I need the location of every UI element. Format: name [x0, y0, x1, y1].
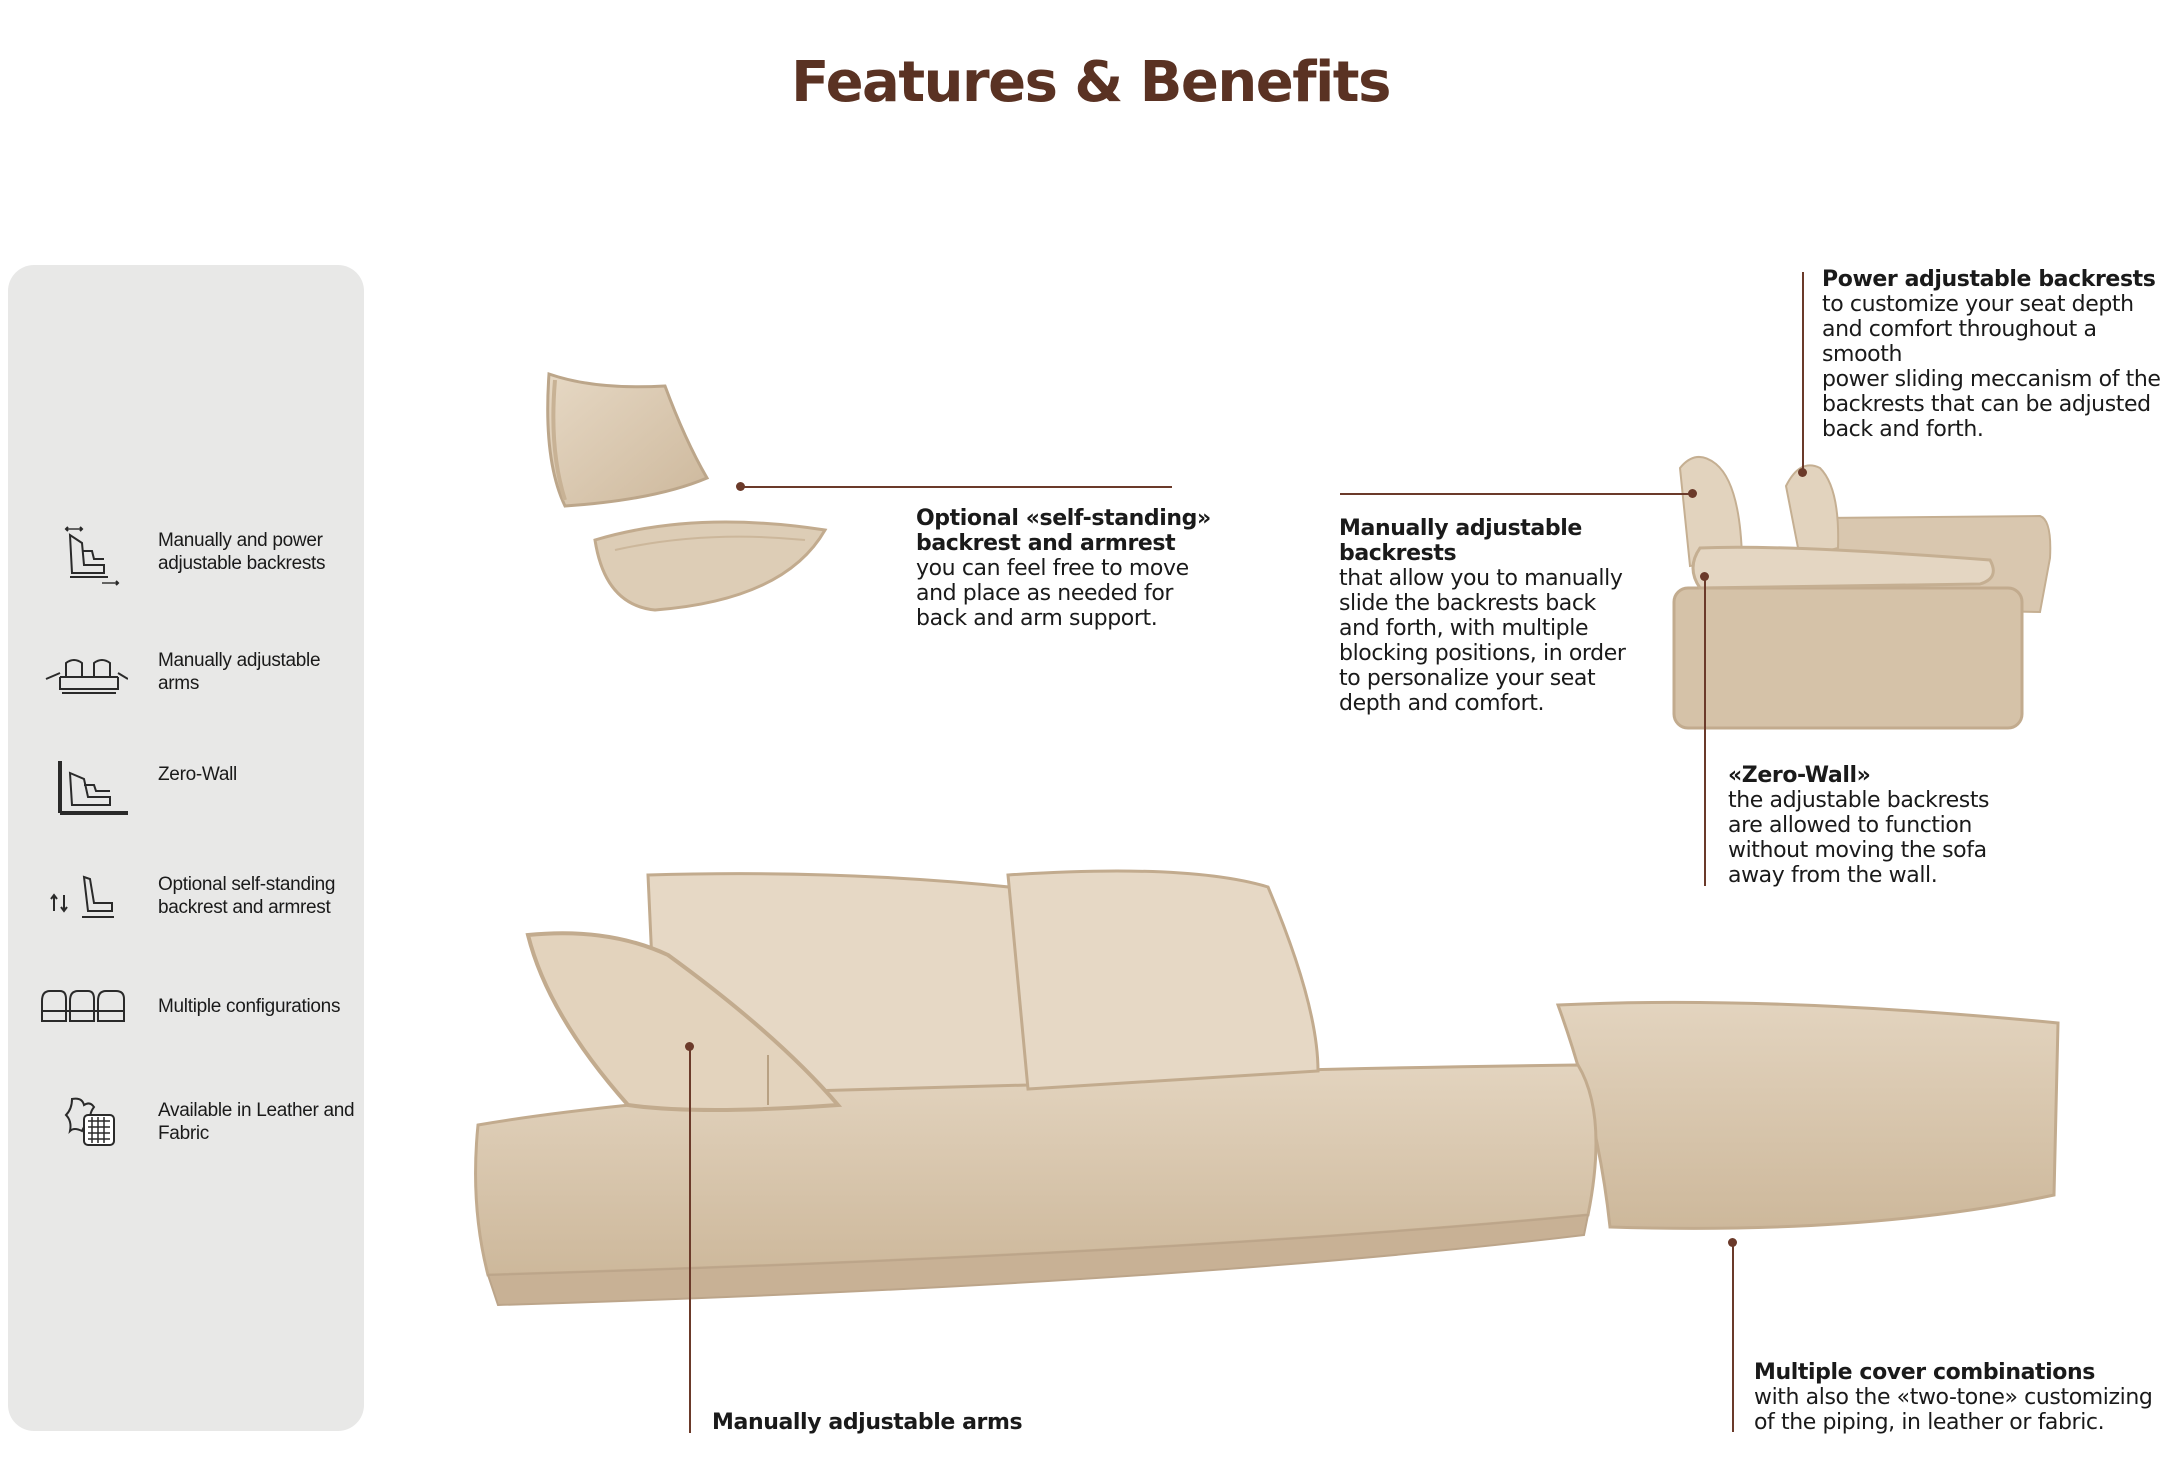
- annotation-title: «Zero-Wall»: [1728, 763, 1871, 788]
- annotation-body: the adjustable backrests: [1728, 788, 1990, 813]
- self-standing-backrest-icon: [38, 871, 128, 935]
- page-title: Features & Benefits: [791, 50, 1390, 115]
- annotation-title: backrests: [1339, 541, 1457, 566]
- callout-dot: [736, 482, 745, 491]
- annotation-body: with also the «two-tone» customizing: [1754, 1385, 2153, 1410]
- feature-label: Manually and power adjustable backrests: [158, 530, 326, 574]
- annotation-body: without moving the sofa: [1728, 838, 1987, 863]
- annotation-title: Multiple cover combinations: [1754, 1360, 2095, 1385]
- annotation-arms: [712, 1410, 1022, 1435]
- annotation-body: and place as needed for: [916, 581, 1174, 606]
- annotation-body: of the piping, in leather or fabric.: [1754, 1410, 2105, 1435]
- annotation-body: blocking positions, in order: [1339, 641, 1626, 666]
- multiple-configurations-icon: [38, 981, 128, 1045]
- annotation-title: Manually adjustable: [1339, 516, 1582, 541]
- feature-label: Multiple configurations: [158, 996, 341, 1017]
- annotation-body: to personalize your seat: [1339, 666, 1596, 691]
- annotation-body: are allowed to function: [1728, 813, 1972, 838]
- annotation-self-standing: [916, 506, 1211, 631]
- callout-dot: [685, 1042, 694, 1051]
- callout-line: [689, 1046, 691, 1433]
- annotation-power-backrests: [1822, 267, 2181, 442]
- annotation-body: back and forth.: [1822, 417, 1984, 442]
- callout-dot: [1688, 489, 1697, 498]
- annotation-body: to customize your seat depth: [1822, 292, 2134, 317]
- annotation-body: power sliding meccanism of the: [1822, 367, 2161, 392]
- features-sidebar: [8, 265, 364, 1431]
- annotation-body: away from the wall.: [1728, 863, 1938, 888]
- feature-label: Available in Leather and Fabric: [158, 1100, 355, 1144]
- annotation-title: Optional «self-standing»: [916, 506, 1211, 531]
- annotation-title: Power adjustable backrests: [1822, 267, 2156, 292]
- annotation-body: that allow you to manually: [1339, 566, 1623, 591]
- annotation-body: back and arm support.: [916, 606, 1158, 631]
- annotation-title: backrest and armrest: [916, 531, 1176, 556]
- annotation-title: Manually adjustable arms: [712, 1410, 1023, 1435]
- callout-line: [1340, 493, 1692, 495]
- callout-dot: [1728, 1238, 1737, 1247]
- annotation-manual-backrests: [1339, 516, 1626, 716]
- annotation-body: and forth, with multiple: [1339, 616, 1589, 641]
- feature-label: Manually adjustable arms: [158, 650, 321, 694]
- sofa-side-view-image: [1660, 448, 2060, 738]
- zero-wall-icon: [38, 757, 128, 821]
- annotation-zero-wall: [1728, 763, 1989, 888]
- callout-dot: [1798, 468, 1807, 477]
- callout-line: [1732, 1242, 1734, 1432]
- annotation-cover: [1754, 1360, 2152, 1435]
- annotation-body: slide the backrests back: [1339, 591, 1596, 616]
- callout-line: [740, 486, 1172, 488]
- adjustable-backrest-icon: [38, 523, 128, 587]
- annotation-body: you can feel free to move: [916, 556, 1189, 581]
- backrest-cushion-image: [535, 360, 845, 630]
- main-sofa-image: [468, 855, 2068, 1375]
- annotation-body: depth and comfort.: [1339, 691, 1545, 716]
- adjustable-arms-icon: [38, 643, 128, 707]
- callout-line: [1802, 272, 1804, 472]
- annotation-body: and comfort throughout a smooth: [1822, 317, 2097, 367]
- callout-dot: [1700, 572, 1709, 581]
- annotation-body: backrests that can be adjusted: [1822, 392, 2151, 417]
- feature-label: Optional self-standing backrest and armrest: [158, 874, 336, 918]
- leather-fabric-icon: [38, 1091, 128, 1155]
- feature-label: Zero-Wall: [158, 764, 237, 785]
- callout-line: [1704, 576, 1706, 886]
